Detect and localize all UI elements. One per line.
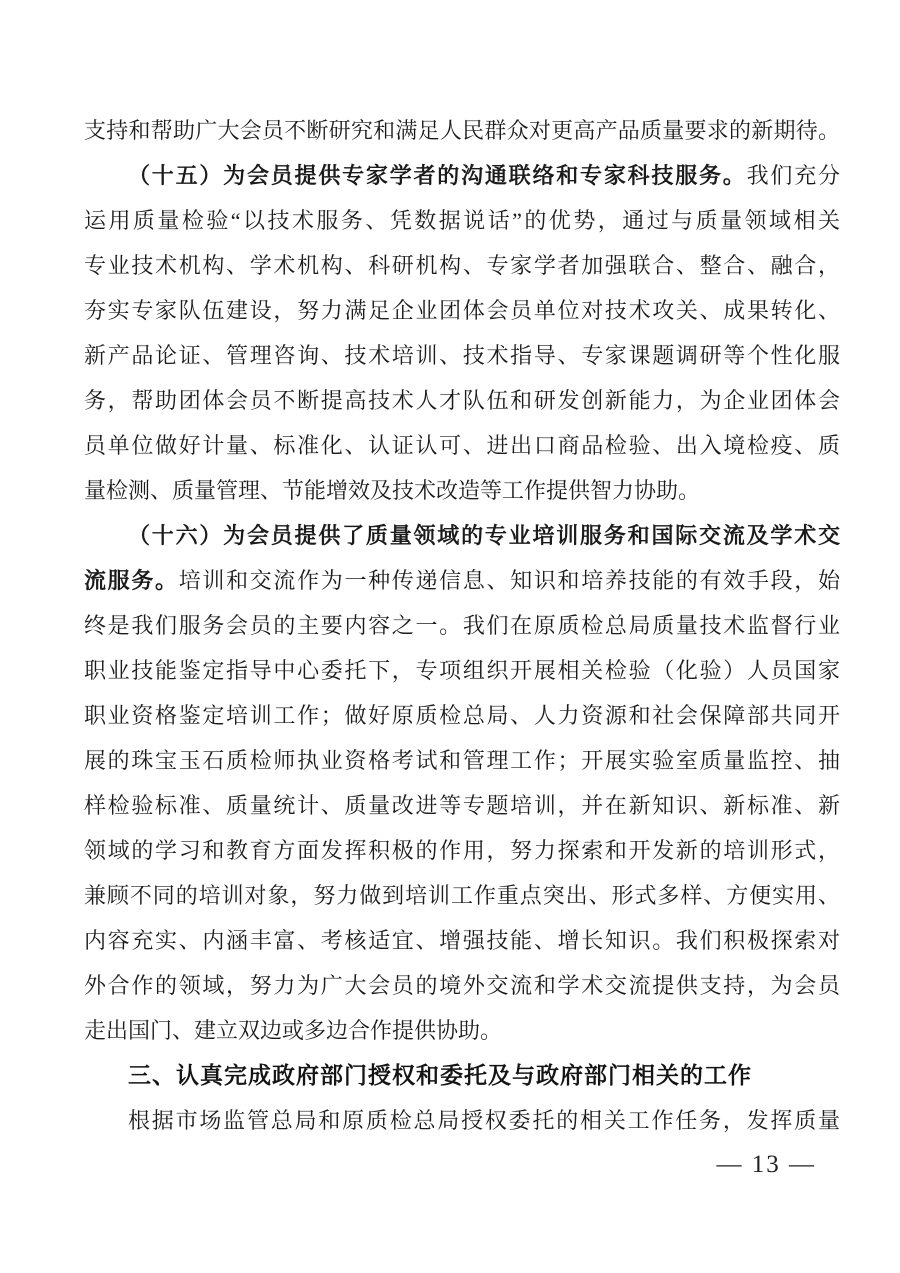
text-line [84,603,840,648]
text-line [84,1008,840,1053]
text-run: 务，帮助团体会员不断提高技术人才队伍和研发创新能力，为企业团体会 [84,388,840,413]
text-line [84,333,840,378]
text-run: 领域的学习和教育方面发挥积极的作用，努力探索和开发新的培训形式， [84,838,840,863]
bold-text-run: （十六）为会员提供了质量领域的专业培训服务和国际交流及学术交 [128,523,840,548]
text-run: 展的珠宝玉石质检师执业资格考试和管理工作；开展实验室质量监控、抽 [84,748,840,773]
bold-text-run: （十五）为会员提供专家学者的沟通联络和专家科技服务。 [128,163,747,188]
text-run: 走出国门、建立双边或多边合作提供协助。 [84,1018,503,1043]
text-run: 专业技术机构、学术机构、科研机构、专家学者加强联合、整合、融合， [84,253,840,278]
text-line [84,558,840,603]
text-line [84,648,840,693]
text-line [84,378,840,423]
text-line [84,873,840,918]
text-run: 员单位做好计量、标准化、认证认可、进出口商品检验、出入境检疫、质 [84,433,840,458]
text-run: 职业技能鉴定指导中心委托下，专项组织开展相关检验（化验）人员国家 [84,658,840,683]
text-run: 我们充分 [746,163,840,188]
text-line [84,963,840,1008]
text-line [84,288,840,333]
text-run: 职业资格鉴定培训工作；做好原质检总局、人力资源和社会保障部共同开 [84,703,840,728]
text-run: 培训和交流作为一种传递信息、知识和培养技能的有效手段，始 [178,568,840,593]
text-line [84,468,840,513]
bold-text-run: 三、认真完成政府部门授权和委托及与政府部门相关的工作 [128,1062,752,1088]
text-line [84,108,840,153]
text-run: 内容充实、内涵丰富、考核适宜、增强技能、增长知识。我们积极探索对 [84,928,840,953]
page-number: — 13 — [716,1151,816,1178]
text-line [84,1098,840,1143]
text-line [84,918,840,963]
text-line [84,783,840,828]
text-line [84,513,840,558]
bold-text-run: 流服务。 [84,568,179,593]
text-run: 兼顾不同的培训对象，努力做到培训工作重点突出、形式多样、方便实用、 [84,883,840,908]
text-run: 支持和帮助广大会员不断研究和满足人民群众对更高产品质量要求的新期待。 [84,118,840,143]
text-line [84,738,840,783]
text-run: 外合作的领域，努力为广大会员的境外交流和学术交流提供支持，为会员 [84,973,840,998]
text-line [84,198,840,243]
document-body [84,108,840,1143]
text-run: 夯实专家队伍建设，努力满足企业团体会员单位对技术攻关、成果转化、 [84,298,840,323]
text-line [84,693,840,738]
text-line [84,423,840,468]
section-heading-line [84,1053,840,1098]
text-run: 终是我们服务会员的主要内容之一。我们在原质检总局质量技术监督行业 [84,613,840,638]
text-run: 新产品论证、管理咨询、技术培训、技术指导、专家课题调研等个性化服 [84,343,840,368]
text-line [84,153,840,198]
text-run: 样检验标准、质量统计、质量改进等专题培训，并在新知识、新标准、新 [84,793,840,818]
text-run: 根据市场监管总局和原质检总局授权委托的相关工作任务，发挥质量 [128,1108,840,1133]
text-run: 量检测、质量管理、节能增效及技术改造等工作提供智力协助。 [84,478,701,503]
text-line [84,243,840,288]
text-line [84,828,840,873]
text-run: 运用质量检验“以技术服务、凭数据说话”的优势，通过与质量领域相关 [84,208,840,233]
